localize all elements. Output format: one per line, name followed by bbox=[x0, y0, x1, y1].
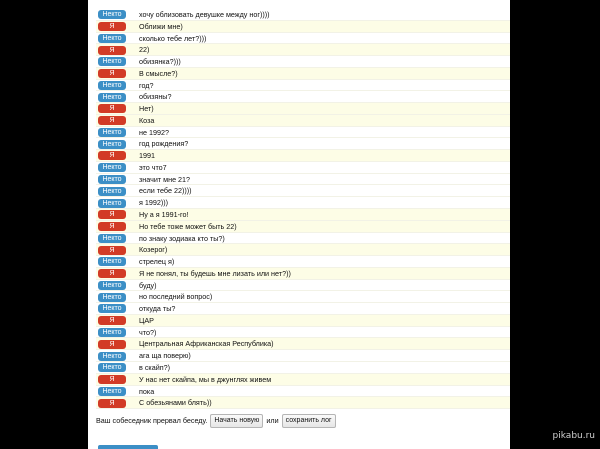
message-row bbox=[96, 68, 510, 80]
message-row bbox=[96, 233, 510, 245]
me-badge: Я bbox=[98, 151, 126, 160]
nekto-badge: Некто bbox=[98, 175, 126, 184]
nekto-badge: Некто bbox=[98, 163, 126, 172]
message-row bbox=[96, 197, 510, 209]
me-badge: Я bbox=[98, 316, 126, 325]
message-text: сколько тебе лет?))) bbox=[139, 33, 207, 43]
message-row bbox=[96, 185, 510, 197]
new-chat-button[interactable]: Начать новую bbox=[210, 414, 263, 428]
nekto-badge: Некто bbox=[98, 140, 126, 149]
me-badge: Я bbox=[98, 222, 126, 231]
message-text: откуда ты? bbox=[139, 304, 176, 314]
nekto-badge: Некто bbox=[98, 81, 126, 90]
message-row bbox=[96, 386, 510, 398]
me-badge: Я bbox=[98, 69, 126, 78]
message-row bbox=[96, 138, 510, 150]
message-text: Но тебе тоже может быть 22) bbox=[139, 221, 237, 231]
message-row bbox=[96, 291, 510, 303]
nekto-badge: Некто bbox=[98, 352, 126, 361]
nekto-badge: Некто bbox=[98, 328, 126, 337]
message-row bbox=[96, 374, 510, 386]
message-text: Оближи мне) bbox=[139, 21, 183, 31]
message-text: С обезьянами блять)) bbox=[139, 398, 212, 408]
message-text: ага ща поверю) bbox=[139, 351, 191, 361]
message-row bbox=[96, 280, 510, 292]
nekto-badge: Некто bbox=[98, 363, 126, 372]
message-text: обизянка?))) bbox=[139, 57, 181, 67]
message-text: У нас нет скайпа, мы в джунглях живем bbox=[139, 374, 272, 384]
message-text: что?) bbox=[139, 327, 157, 337]
me-badge: Я bbox=[98, 246, 126, 255]
nekto-badge: Некто bbox=[98, 234, 126, 243]
message-text: не 1992? bbox=[139, 127, 169, 137]
message-text: В смысле?) bbox=[139, 68, 178, 78]
message-text: в скайп?) bbox=[139, 362, 171, 372]
message-text: Коза bbox=[139, 115, 155, 125]
me-badge: Я bbox=[98, 375, 126, 384]
nekto-badge: Некто bbox=[98, 128, 126, 137]
message-row bbox=[96, 338, 510, 350]
message-text: обизяны? bbox=[139, 92, 172, 102]
bottom-button-stub[interactable] bbox=[98, 445, 158, 449]
message-text: год? bbox=[139, 80, 154, 90]
nekto-badge: Некто bbox=[98, 57, 126, 66]
message-row bbox=[96, 256, 510, 268]
message-row bbox=[96, 150, 510, 162]
nekto-badge: Некто bbox=[98, 199, 126, 208]
message-row bbox=[96, 9, 510, 21]
nekto-badge: Некто bbox=[98, 281, 126, 290]
message-row bbox=[96, 21, 510, 33]
me-badge: Я bbox=[98, 340, 126, 349]
or-text: или bbox=[266, 416, 279, 425]
watermark: pikabu.ru bbox=[552, 431, 595, 441]
nekto-badge: Некто bbox=[98, 93, 126, 102]
message-row bbox=[96, 221, 510, 233]
message-row bbox=[96, 44, 510, 56]
message-row bbox=[96, 315, 510, 327]
nekto-badge: Некто bbox=[98, 34, 126, 43]
message-row bbox=[96, 127, 510, 139]
message-text: 1991 bbox=[139, 151, 155, 161]
message-text: если тебе 22)))) bbox=[139, 186, 192, 196]
message-text: но последний вопрос) bbox=[139, 292, 213, 302]
message-row bbox=[96, 268, 510, 280]
message-text: 22) bbox=[139, 45, 150, 55]
chat-log bbox=[88, 9, 510, 409]
message-text: Козерог) bbox=[139, 245, 168, 255]
me-badge: Я bbox=[98, 46, 126, 55]
me-badge: Я bbox=[98, 210, 126, 219]
message-row bbox=[96, 303, 510, 315]
chat-page bbox=[88, 0, 510, 449]
message-text: пока bbox=[139, 386, 155, 396]
message-row bbox=[96, 33, 510, 45]
me-badge: Я bbox=[98, 269, 126, 278]
message-row bbox=[96, 103, 510, 115]
message-row bbox=[96, 80, 510, 92]
message-row bbox=[96, 209, 510, 221]
message-row bbox=[96, 244, 510, 256]
nekto-badge: Некто bbox=[98, 304, 126, 313]
message-text: по знаку зодиака кто ты?) bbox=[139, 233, 225, 243]
nekto-badge: Некто bbox=[98, 187, 126, 196]
message-row bbox=[96, 162, 510, 174]
message-row bbox=[96, 397, 510, 409]
chat-ended-text: Ваш собеседник прервал беседу. bbox=[96, 416, 208, 425]
message-row bbox=[96, 56, 510, 68]
message-row bbox=[96, 350, 510, 362]
message-text: значит мне 21? bbox=[139, 174, 191, 184]
message-text: Нет) bbox=[139, 104, 154, 114]
message-row bbox=[96, 174, 510, 186]
me-badge: Я bbox=[98, 399, 126, 408]
nekto-badge: Некто bbox=[98, 257, 126, 266]
nekto-badge: Некто bbox=[98, 10, 126, 19]
me-badge: Я bbox=[98, 22, 126, 31]
save-log-button[interactable]: сохранить лог bbox=[282, 414, 336, 428]
message-row bbox=[96, 327, 510, 339]
message-text: Центральная Африканская Республика) bbox=[139, 339, 274, 349]
me-badge: Я bbox=[98, 116, 126, 125]
message-text: это что7 bbox=[139, 162, 167, 172]
message-row bbox=[96, 91, 510, 103]
message-text: хочу облизовать девушке между ног)))) bbox=[139, 10, 270, 19]
message-text: год рождения? bbox=[139, 139, 189, 149]
message-text: Я не понял, ты будешь мне лизать или нет?)) bbox=[139, 268, 291, 278]
message-text: буду) bbox=[139, 280, 157, 290]
message-text: стрелец я) bbox=[139, 257, 175, 267]
message-row bbox=[96, 115, 510, 127]
nekto-badge: Некто bbox=[98, 387, 126, 396]
message-text: ЦАР bbox=[139, 315, 154, 325]
top-bar bbox=[88, 0, 510, 6]
chat-footer bbox=[96, 413, 510, 429]
me-badge: Я bbox=[98, 104, 126, 113]
nekto-badge: Некто bbox=[98, 293, 126, 302]
message-row bbox=[96, 362, 510, 374]
message-text: я 1992))) bbox=[139, 198, 169, 208]
message-text: Ну а я 1991-го! bbox=[139, 210, 189, 220]
